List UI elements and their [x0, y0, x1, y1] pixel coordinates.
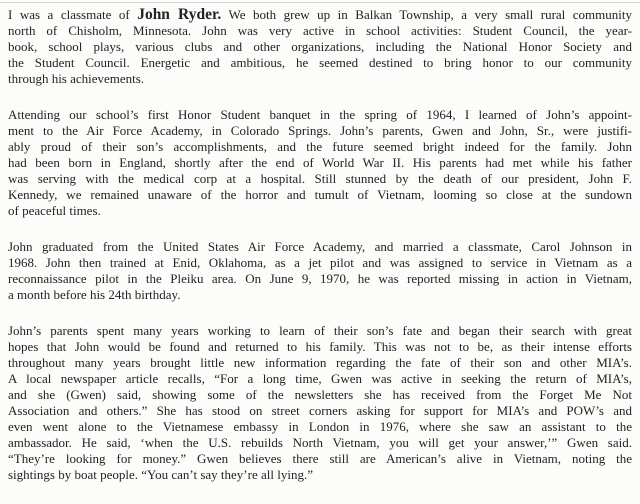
text-line: ably proud of their son’s accomplishments, and the future seemed bright indeed for the family. John [8, 139, 632, 154]
text-line [8, 7, 632, 23]
paragraph-intro [8, 7, 632, 87]
text-line: sightings by boat people. “You can’t say they’re all lying.” [8, 467, 313, 482]
scan-edge-artifact [0, 2, 640, 3]
text-line: ment to the Air Force Academy, in Colorado Springs. John’s parents, Gwen and John, Sr., were justifi- [8, 123, 632, 138]
text-line: “They’re looking for money.” Gwen believes there still are American’s alive in Vietnam, noting the [8, 451, 632, 466]
text-line: ambassador. He said, ‘when the U.S. rebuilds North Vietnam, you will get your answer,’” Gwen said. [8, 435, 632, 450]
text-line: had been born in England, shortly after the end of World War II. His parents had met while his father [8, 155, 632, 170]
text-line: hopes that John would be found and returned to his family. This was not to be, as their intense efforts [8, 339, 632, 354]
text-line: Attending our school’s first Honor Student banquet in the spring of 1964, I learned of John’s appoint- [8, 107, 632, 122]
text-line: a month before his 24th birthday. [8, 287, 181, 302]
paragraph-service [8, 239, 632, 303]
text-line: of peaceful times. [8, 203, 101, 218]
text-line: 1968. John then trained at Enid, Oklahoma, as a jet pilot and was assigned to service in Vietnam as a [8, 255, 632, 270]
text-line: throughout many years brought little new information regarding the fate of their son and other MIA’s. [8, 355, 632, 370]
text-line: was serving with the medical corp at a hospital. Still stunned by the death of our president, John F. [8, 171, 632, 186]
text-line: through his achievements. [8, 71, 145, 86]
text-line: Association and others.” She has stood on street corners asking for support for MIA’s and POW’s and [8, 403, 632, 418]
text-line: Kennedy, we remained unaware of the horror and tumult of Vietnam, looming so close at the sundown [8, 187, 632, 202]
text-line: even went alone to the Vietnamese embassy in London in 1976, where she saw an assistant to the [8, 419, 632, 434]
text-line: reconnaissance pilot in the Pleiku area. On June 9, 1970, he was reported missing in action in Vietnam, [8, 271, 632, 286]
text-line: north of Chisholm, Minnesota. John was very active in school activities: Student Council, the year- [8, 23, 632, 38]
text-line: book, school plays, various clubs and other organizations, including the National Honor Society and [8, 39, 632, 54]
paragraph-academy [8, 107, 632, 219]
intro-text-pre: I was a classmate of [8, 7, 138, 22]
text-line: John graduated from the United States Air Force Academy, and married a classmate, Carol Johnson in [8, 239, 632, 254]
text-line: A local newspaper article recalls, “For a long time, Gwen was active in seeking the return of MIA’s, [8, 371, 632, 386]
text-line: and she (Gwen) said, showing some of the newsletters she has received from the Forget Me Not [8, 387, 632, 402]
subject-name-bold: John Ryder. [137, 7, 222, 23]
text-line: John’s parents spent many years working to learn of their son’s fate and began their search with great [8, 323, 632, 338]
paragraph-search [8, 323, 632, 483]
text-line: the Student Council. Energetic and ambitious, he seemed destined to bring honor to our community [8, 55, 632, 70]
intro-text-post: We both grew up in Balkan Township, a very small rural community [221, 7, 632, 22]
